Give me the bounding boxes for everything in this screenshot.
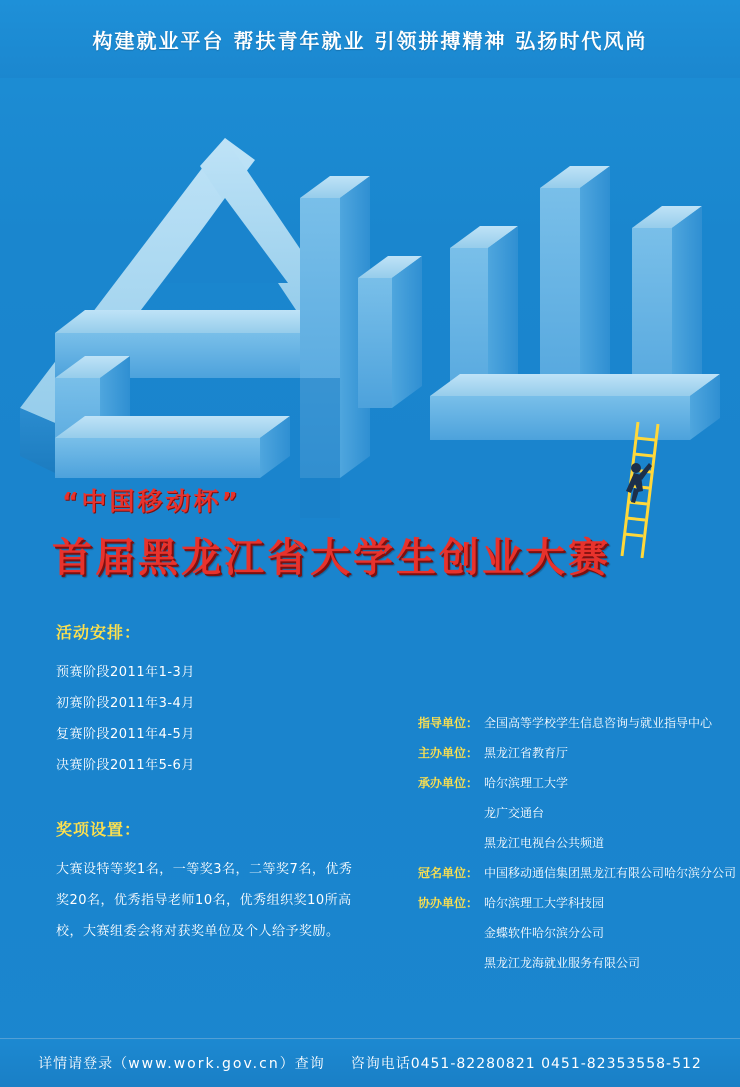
organization-row — [418, 708, 718, 738]
organization-value: 龙广交通台 — [484, 806, 545, 820]
organization-label: 指导单位： — [418, 716, 479, 730]
organization-value: 哈尔滨理工大学 — [484, 776, 569, 790]
organization-value: 黑龙江龙海就业服务有限公司 — [484, 956, 641, 970]
organization-row — [418, 948, 718, 978]
organization-value: 黑龙江电视台公共频道 — [484, 836, 605, 850]
organization-row — [418, 768, 718, 798]
organization-label: 冠名单位： — [418, 866, 479, 880]
footer-suffix: ）查询 — [279, 1056, 325, 1072]
awards-heading: 奖项设置： — [56, 820, 142, 839]
organization-value: 黑龙江省教育厅 — [484, 746, 569, 760]
footer-phone: 咨询电话0451-82280821 0451-82353558-512 — [350, 1056, 702, 1072]
organization-value: 哈尔滨理工大学科技园 — [484, 896, 605, 910]
top-slogan: 构建就业平台 帮扶青年就业 引领拼搏精神 弘扬时代风尚 — [92, 28, 648, 53]
schedule-item: 复赛阶段2011年4-5月 — [56, 727, 195, 742]
organization-row — [418, 918, 718, 948]
organization-label: 主办单位： — [418, 746, 479, 760]
schedule-item: 预赛阶段2011年1-3月 — [56, 665, 195, 680]
schedule-item: 初赛阶段2011年3-4月 — [56, 696, 195, 711]
title-sponsor: “中国移动杯” — [62, 487, 241, 516]
organization-label: 协办单位： — [418, 896, 479, 910]
footer-prefix: 详情请登录（ — [38, 1056, 129, 1072]
organization-value: 中国移动通信集团黑龙江有限公司哈尔滨分公司 — [484, 866, 737, 880]
organization-value: 金蝶软件哈尔滨分公司 — [484, 926, 605, 940]
footer-url[interactable]: www.work.gov.cn — [128, 1056, 280, 1072]
organizations-column — [418, 708, 737, 978]
schedule-item: 决赛阶段2011年5-6月 — [56, 758, 195, 773]
organization-row — [418, 798, 718, 828]
awards-text: 大赛设特等奖1名，一等奖3名，二等奖7名，优秀奖20名，优秀指导老师10名，优秀组织奖10所高校，大赛组委会将对获奖单位及个人给予奖励。 — [56, 862, 353, 939]
top-banner — [0, 0, 740, 78]
left-info-column — [56, 620, 356, 947]
organization-row — [418, 888, 718, 918]
page-title: 首届黑龙江省大学生创业大赛 — [52, 535, 611, 581]
organization-row — [418, 858, 737, 888]
organization-value: 全国高等学校学生信息咨询与就业指导中心 — [484, 716, 713, 730]
footer-bar — [0, 1038, 740, 1087]
organization-row — [418, 828, 718, 858]
schedule-heading: 活动安排： — [56, 623, 142, 642]
organization-label: 承办单位： — [418, 776, 479, 790]
organization-row — [418, 738, 718, 768]
title-block — [52, 482, 692, 583]
footer-website — [38, 1053, 325, 1073]
